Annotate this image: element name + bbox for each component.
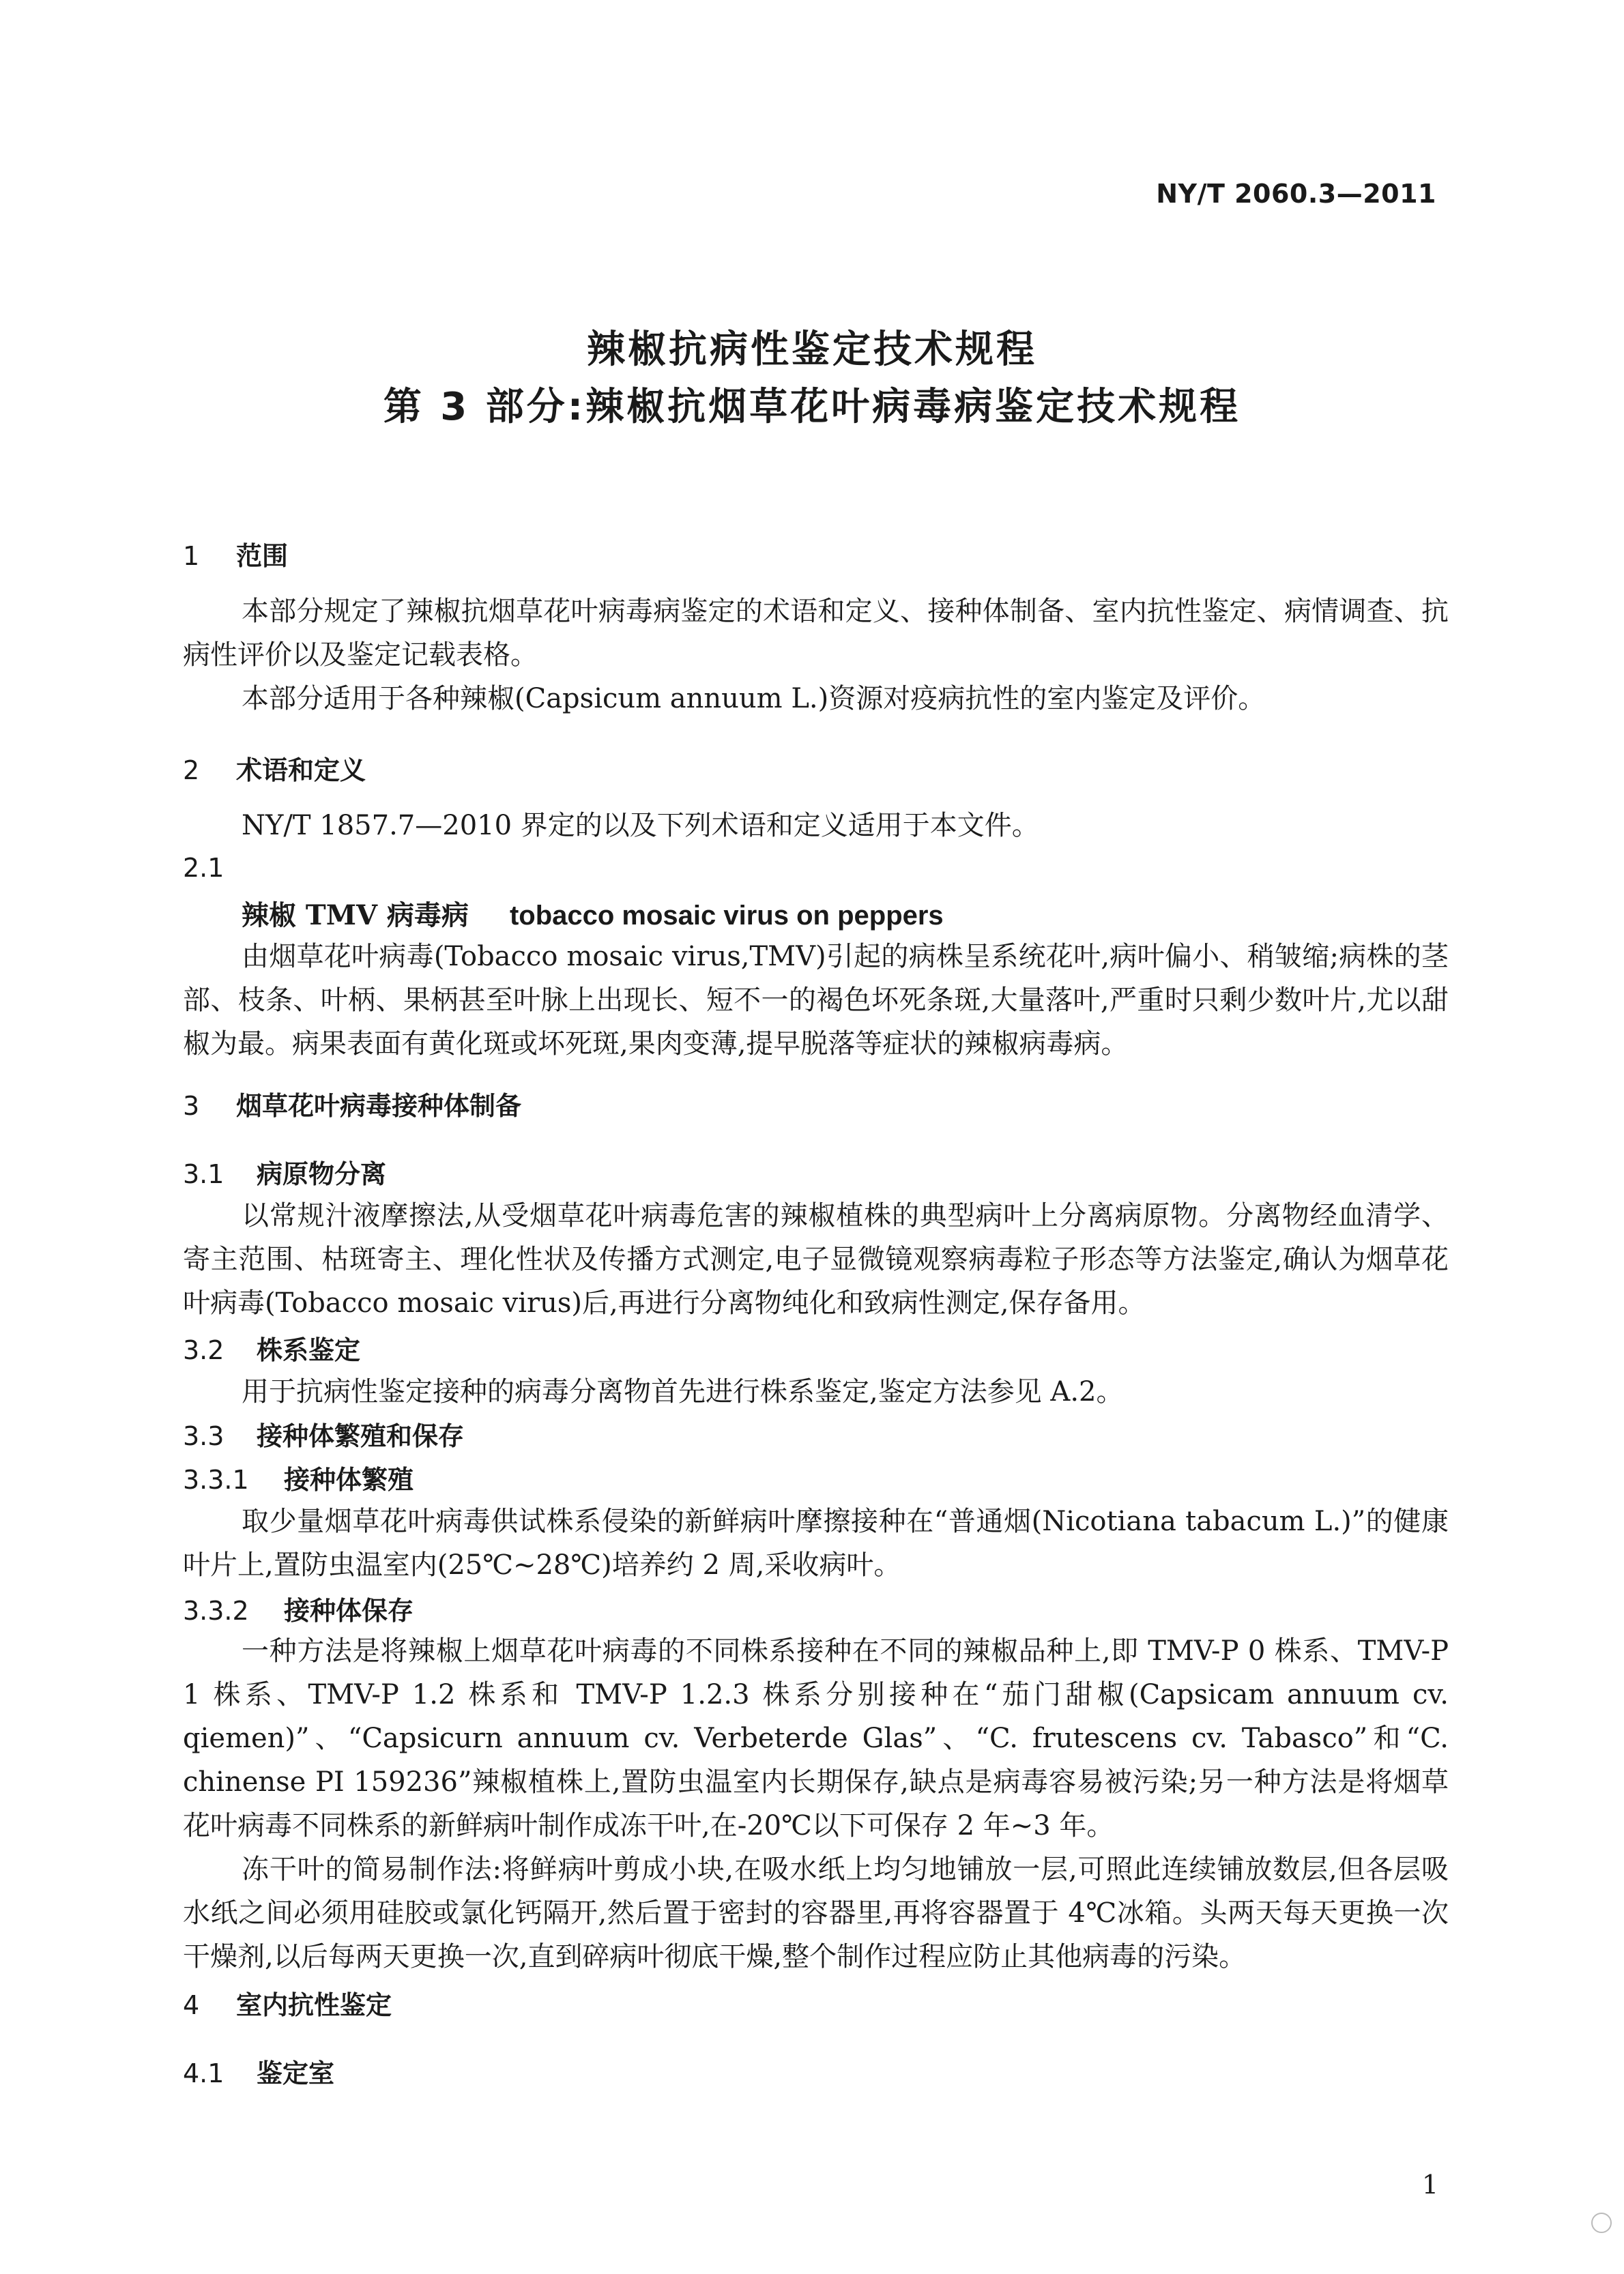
section-title: 接种体保存 — [284, 1596, 414, 1626]
document-title: 辣椒抗病性鉴定技术规程 — [587, 327, 1037, 372]
section-title: 室内抗性鉴定 — [236, 1990, 392, 2020]
corner-mark-icon — [1591, 2213, 1612, 2233]
section-number: 2 — [183, 755, 200, 785]
term-heading — [242, 894, 944, 933]
section-number: 3.3.1 — [183, 1465, 249, 1495]
section-number: 1 — [183, 541, 200, 571]
section-1-heading — [183, 535, 288, 572]
term-english: tobacco mosaic virus on peppers — [509, 901, 944, 931]
section-title: 接种体繁殖 — [284, 1465, 414, 1495]
subsection-3-3-heading — [183, 1415, 464, 1453]
section-number: 4.1 — [183, 2058, 224, 2088]
subsection-4-1-heading — [183, 2052, 334, 2090]
subsection-3-3-2-heading — [183, 1590, 414, 1627]
section-number: 3.3.2 — [183, 1596, 249, 1626]
subsection-3-2-paragraph: 用于抗病性鉴定接种的病毒分离物首先进行株系鉴定,鉴定方法参见 A.2。 — [242, 1376, 1124, 1408]
section-number: 4 — [183, 1990, 200, 2020]
page-number: 1 — [1421, 2170, 1438, 2200]
section-title: 术语和定义 — [236, 755, 366, 785]
section-2-paragraph: NY/T 1857.7—2010 界定的以及下列术语和定义适用于本文件。 — [242, 810, 1039, 841]
subsection-3-3-1-paragraph: 取少量烟草花叶病毒供试株系侵染的新鲜病叶摩擦接种在“普通烟(Nicotiana tabacum L.)”的健康叶片上,置防虫温室内(25℃~28℃)培养约 2 周,采收病叶。 — [183, 1506, 1449, 1581]
subsection-3-2-heading — [183, 1329, 360, 1367]
subsection-3-3-2-paragraph-2: 冻干叶的简易制作法:将鲜病叶剪成小块,在吸水纸上均匀地铺放一层,可照此连续铺放数层,但各层吸水纸之间必须用硅胶或氯化钙隔开,然后置于密封的容器里,再将容器置于 4℃冰箱。头两天每天更换一次干燥剂,以后每两天更换一次,直到碎病叶彻底干燥,整个制作过程应防止其他病毒的污染。 — [183, 1854, 1449, 1972]
section-number: 3.1 — [183, 1159, 224, 1189]
standard-code: NY/T 2060.3—2011 — [1156, 179, 1436, 209]
section-title: 鉴定室 — [257, 2058, 335, 2088]
section-1-paragraph-1: 本部分规定了辣椒抗烟草花叶病毒病鉴定的术语和定义、接种体制备、室内抗性鉴定、病情调查、抗病性评价以及鉴定记载表格。 — [183, 596, 1449, 671]
term-definition: 由烟草花叶病毒(Tobacco mosaic virus,TMV)引起的病株呈系统花叶,病叶偏小、稍皱缩;病株的茎部、枝条、叶柄、果柄甚至叶脉上出现长、短不一的褐色坏死条斑,大量落叶,严重时只剩少数叶片,尤以甜椒为最。病果表面有黄化斑或坏死斑,果肉变薄,提早脱落等症状的辣椒病毒病。 — [183, 941, 1449, 1060]
section-number: 3.2 — [183, 1335, 224, 1365]
subsection-3-3-2-paragraph-1: 一种方法是将辣椒上烟草花叶病毒的不同株系接种在不同的辣椒品种上,即 TMV-P 0 株系、TMV-P 1 株系、TMV-P 1.2 株系和 TMV-P 1.2.3 株系分别接种在“茄门甜椒(Capsicam annuum cv. qiemen)”、“Capsicurn annuum cv. Verbeterde Glas”、“C. frutescens cv. Tabasco”和“C. chinense PI 159236”辣椒植株上,置防虫温室内长期保存,缺点是病毒容易被污染;另一种方法是将烟草花叶病毒不同株系的新鲜病叶制作成冻干叶,在-20℃以下可保存 2 年~3 年。 — [183, 1635, 1449, 1841]
section-title: 接种体繁殖和保存 — [257, 1421, 465, 1451]
section-title: 范围 — [236, 541, 289, 571]
section-1-paragraph-2: 本部分适用于各种辣椒(Capsicum annuum L.)资源对疫病抗性的室内鉴定及评价。 — [242, 683, 1266, 714]
section-number: 3 — [183, 1091, 200, 1121]
document-subtitle: 第 3 部分:辣椒抗烟草花叶病毒病鉴定技术规程 — [383, 385, 1241, 429]
subsection-3-1-heading — [183, 1153, 386, 1191]
section-title: 株系鉴定 — [257, 1335, 361, 1365]
section-title: 病原物分离 — [257, 1159, 387, 1189]
section-title: 烟草花叶病毒接种体制备 — [236, 1091, 522, 1121]
subsection-2-1-number: 2.1 — [183, 853, 224, 883]
section-4-heading — [183, 1984, 392, 2022]
term-chinese: 辣椒 TMV 病毒病 — [242, 899, 469, 931]
section-3-heading — [183, 1085, 521, 1122]
subsection-3-1-paragraph: 以常规汁液摩擦法,从受烟草花叶病毒危害的辣椒植株的典型病叶上分离病原物。分离物经血清学、寄主范围、枯斑寄主、理化性状及传播方式测定,电子显微镜观察病毒粒子形态等方法鉴定,确认为烟草花叶病毒(Tobacco mosaic virus)后,再进行分离物纯化和致病性测定,保存备用。 — [183, 1200, 1449, 1319]
section-2-heading — [183, 749, 366, 787]
section-number: 3.3 — [183, 1421, 224, 1451]
subsection-3-3-1-heading — [183, 1459, 414, 1496]
